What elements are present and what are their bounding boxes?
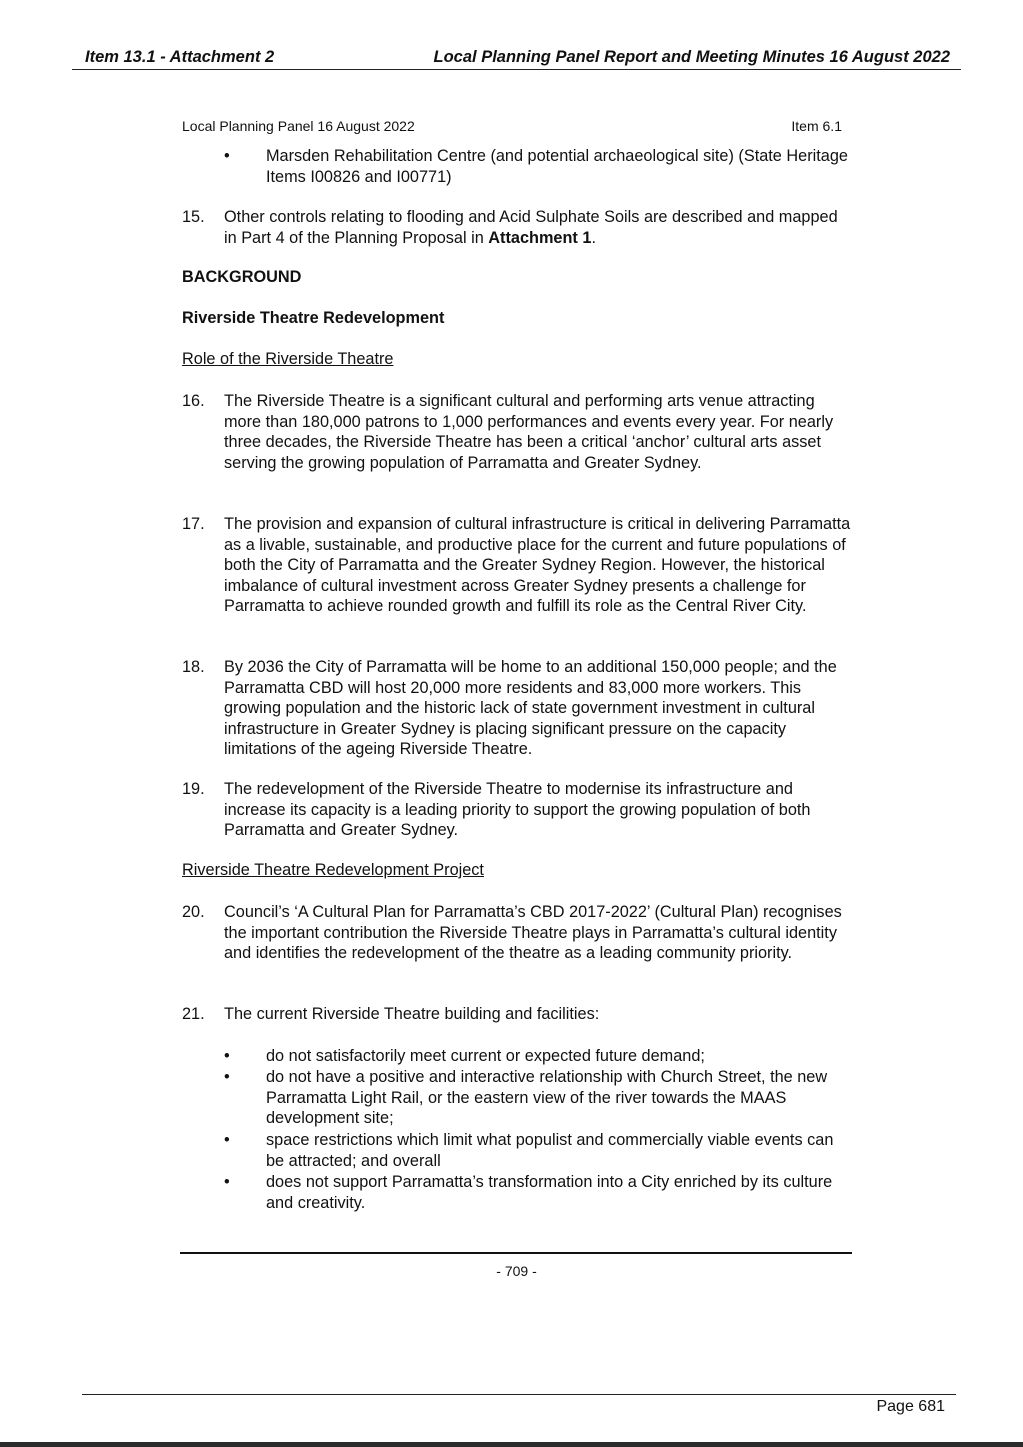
paragraph-16: [182, 391, 854, 473]
list-item: [224, 1046, 854, 1067]
list-item-text: do not satisfactorily meet current or expected future demand;: [266, 1047, 705, 1065]
subsection-heading-project: Riverside Theatre Redevelopment Project: [182, 861, 484, 879]
paragraph-number: 16.: [182, 392, 205, 410]
header-divider: [72, 69, 961, 70]
list-item: [224, 1130, 854, 1171]
list-item-text: do not have a positive and interactive relationship with Church Street, the new Parramatta Light Rail, or the eastern view of the river towards the MAAS development site;: [266, 1068, 828, 1128]
bullet-dot-icon: •: [224, 1068, 230, 1086]
bottom-divider: [82, 1394, 956, 1395]
report-meta-left: Local Planning Panel 16 August 2022: [182, 118, 415, 134]
paragraph-17: [182, 514, 854, 617]
sub-heading: Riverside Theatre Redevelopment: [182, 309, 445, 327]
footer-divider: [180, 1252, 852, 1254]
paragraph-20: [182, 902, 854, 964]
bullet-dot-icon: •: [224, 1131, 230, 1149]
paragraph-number: 19.: [182, 780, 205, 798]
attachment-reference: Attachment 1: [488, 228, 592, 247]
running-header-right: Local Planning Panel Report and Meeting Minutes 16 August 2022: [433, 48, 950, 66]
page-bottom-edge: [0, 1442, 1023, 1447]
report-meta-right: Item 6.1: [791, 118, 842, 134]
paragraph-text: The Riverside Theatre is a significant cultural and performing arts venue attracting more than 180,000 patrons to 1,000 performances and events every year. For nearly three decades, the Riverside Theatre has been a critical ‘anchor’ cultural arts asset serving the growing population of Parramatta and Greater Sydney.: [224, 392, 834, 472]
paragraph-number: 21.: [182, 1005, 205, 1023]
intro-bullet: [224, 146, 854, 187]
subsection-heading-role: Role of the Riverside Theatre: [182, 350, 394, 368]
paragraph-text: The current Riverside Theatre building and facilities:: [224, 1005, 600, 1023]
paragraph-21: [182, 1004, 854, 1025]
report-page-number: - 709 -: [496, 1263, 537, 1279]
paragraph-text: By 2036 the City of Parramatta will be home to an additional 150,000 people; and the Parramatta CBD will host 20,000 more residents and 83,000 more workers. This growing population and the historic lack of state government investment in cultural infrastructure in Greater Sydney is placing significant pressure on the capacity limitations of the ageing Riverside Theatre.: [224, 658, 837, 759]
paragraph-19: [182, 779, 854, 841]
paragraph-text: [224, 207, 854, 248]
paragraph-18: [182, 657, 854, 760]
list-item: [224, 1172, 854, 1213]
bullet-dot-icon: •: [224, 1047, 230, 1065]
paragraph-number: 15.: [182, 208, 205, 226]
page-label: Page 681: [876, 1398, 945, 1415]
section-heading: BACKGROUND: [182, 268, 302, 286]
bullet-dot-icon: •: [224, 1173, 230, 1191]
list-item-text: space restrictions which limit what populist and commercially viable events can be attracted; and overall: [266, 1131, 834, 1170]
paragraph-text: The provision and expansion of cultural infrastructure is critical in delivering Parramatta as a livable, sustainable, and productive place for the current and future populations of both the City of Parramatta and the Greater Sydney Region. However, the historical imbalance of cultural investment across Greater Sydney presents a challenge for Parramatta to achieve rounded growth and fulfill its role as the Central River City.: [224, 515, 851, 616]
list-item-text: does not support Parramatta’s transformation into a City enriched by its culture and creativity.: [266, 1173, 833, 1212]
running-header-left: Item 13.1 - Attachment 2: [85, 48, 275, 66]
paragraph-number: 17.: [182, 515, 205, 533]
bullet-dot-icon: •: [224, 147, 230, 165]
paragraph-15-end: .: [591, 228, 596, 247]
paragraph-text: Council’s ‘A Cultural Plan for Parramatta’s CBD 2017-2022’ (Cultural Plan) recognises the important contribution the Riverside Theatre plays in Parramatta’s cultural identity and identifies the redevelopment of the theatre as a leading community priority.: [224, 903, 842, 963]
intro-bullet-text: Marsden Rehabilitation Centre (and potential archaeological site) (State Heritage Items I00826 and I00771): [266, 147, 848, 186]
paragraph-15: [182, 207, 854, 248]
paragraph-number: 20.: [182, 903, 205, 921]
paragraph-text: The redevelopment of the Riverside Theatre to modernise its infrastructure and increase its capacity is a leading priority to support the growing population of both Parramatta and Greater Sydney.: [224, 780, 811, 840]
list-item: [224, 1067, 854, 1129]
paragraph-15-text: Other controls relating to flooding and Acid Sulphate Soils are described and mapped in Part 4 of the Planning Proposal in: [224, 208, 838, 247]
paragraph-number: 18.: [182, 658, 205, 676]
